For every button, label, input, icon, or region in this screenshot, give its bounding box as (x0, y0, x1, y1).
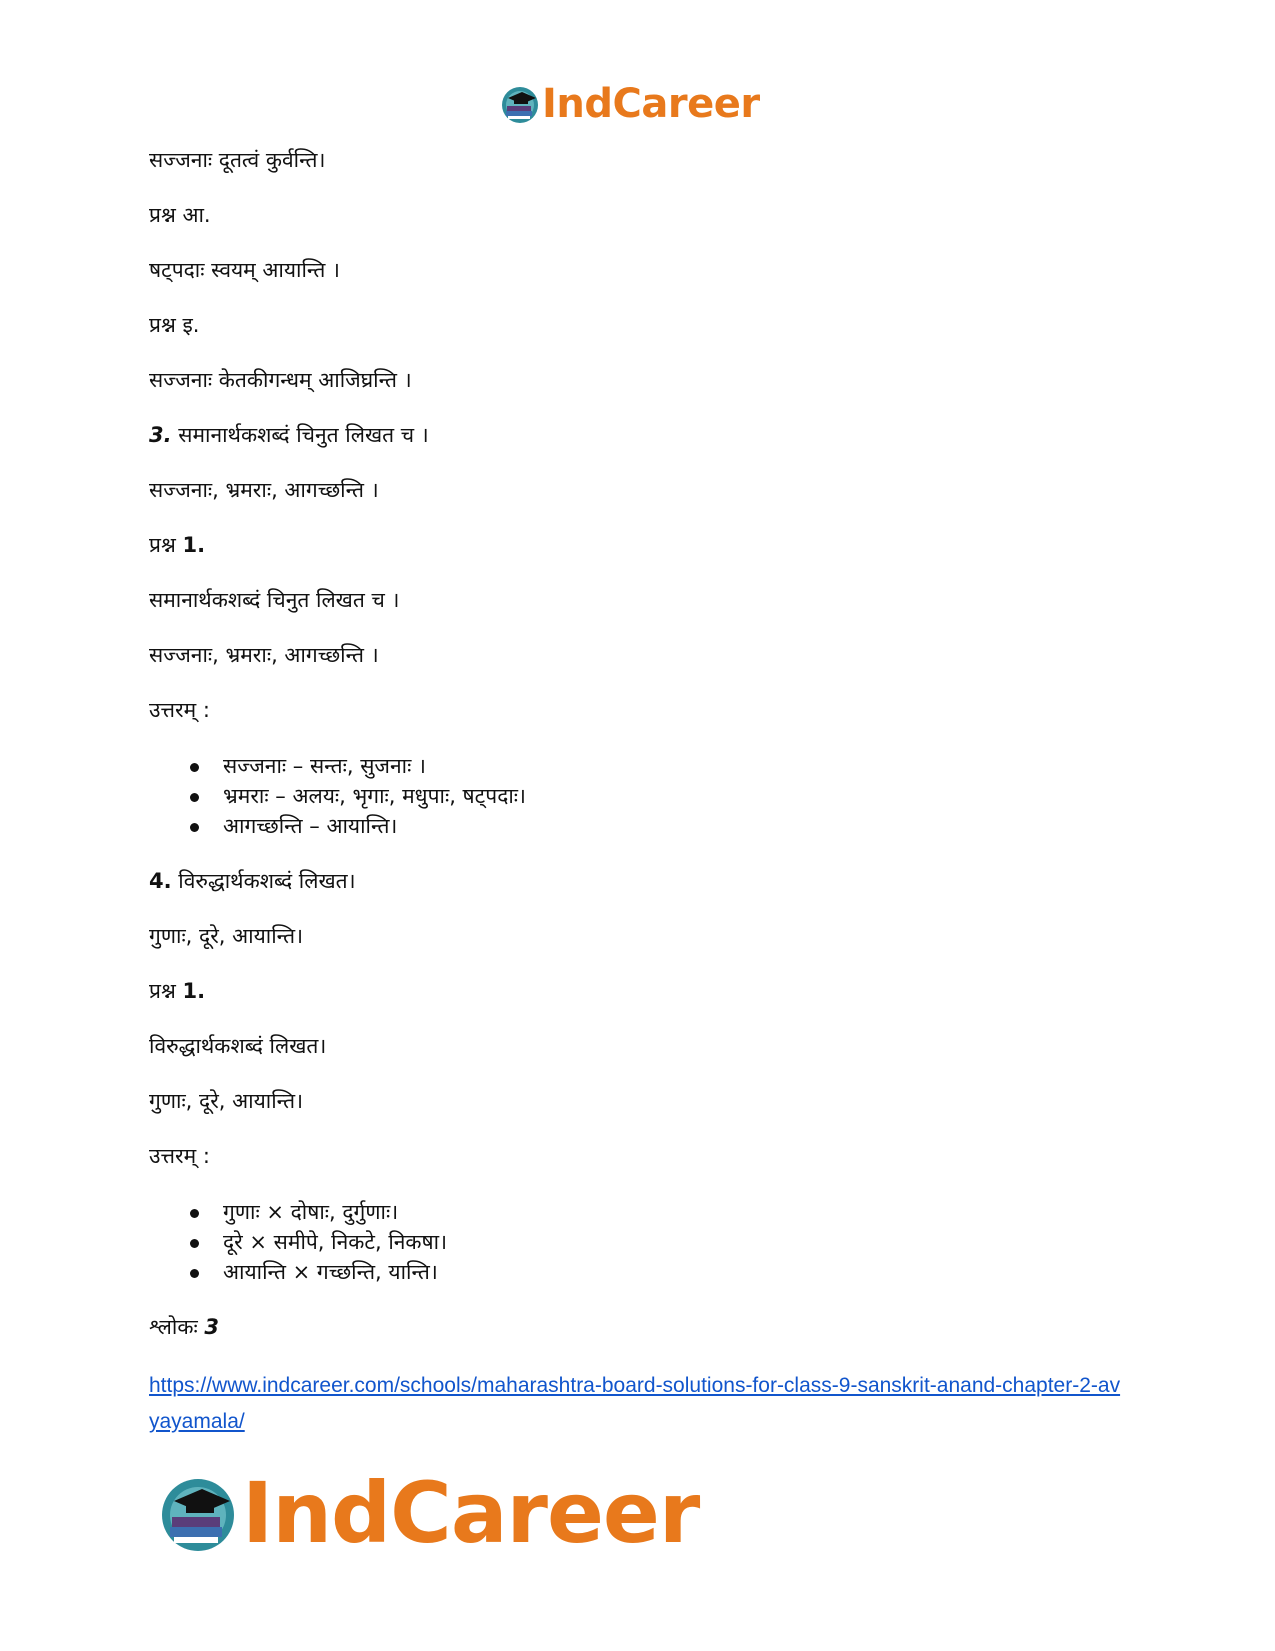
section-number: 3. (149, 423, 172, 447)
list-item: आगच्छन्ति – आयान्ति। (149, 811, 1129, 841)
question-label: प्रश्न 1. (149, 533, 206, 557)
question-number: 1. (182, 979, 206, 1003)
section-title: विरुद्धार्थकशब्दं लिखत। (171, 869, 356, 893)
footer-logo (158, 1464, 700, 1562)
answer-label: उत्तरम् : (149, 1144, 210, 1168)
shloka-label: श्लोकः 3 (149, 1315, 219, 1339)
question-number: 1. (182, 533, 206, 557)
chapter-link[interactable]: https://www.indcareer.com/schools/maharashtra-board-solutions-for-class-9-sanskrit-anand-chapter-2-avyayamala/ (149, 1374, 1121, 1433)
shloka-number: 3 (204, 1315, 219, 1339)
question-label: प्रश्न आ. (149, 203, 211, 227)
list-item: सज्जनाः – सन्तः, सुजनाः । (149, 751, 1129, 781)
answer-list (149, 751, 1129, 841)
text-line: सज्जनाः, भ्रमराः, आगच्छन्ति । (149, 478, 379, 502)
text-line: सज्जनाः केतकीगन्धम् आजिघ्रन्ति । (149, 368, 412, 392)
graduation-cap-books-globe-icon (158, 1473, 238, 1553)
section-number: 4. (149, 869, 172, 893)
list-item: आयान्ति × गच्छन्ति, यान्ति। (149, 1257, 1129, 1287)
answer-list (149, 1197, 1129, 1287)
list-item: दूरे × समीपे, निकटे, निकषा। (149, 1227, 1129, 1257)
text-line: गुणाः, दूरे, आयान्ति। (149, 924, 304, 948)
logo-text: IndCareer (542, 81, 760, 127)
text-line: विरुद्धार्थकशब्दं लिखत। (149, 1034, 327, 1058)
answer-label: उत्तरम् : (149, 698, 210, 722)
question-label: प्रश्न इ. (149, 313, 200, 337)
list-item: भ्रमराः – अलयः, भृगाः, मधुपाः, षट्पदाः। (149, 781, 1129, 811)
text-line: षट्पदाः स्वयम् आयान्ति । (149, 258, 341, 282)
list-item: गुणाः × दोषाः, दुर्गुणाः। (149, 1197, 1129, 1227)
text-line: सज्जनाः, भ्रमराः, आगच्छन्ति । (149, 643, 379, 667)
document-body (149, 146, 1129, 1440)
question-label: प्रश्न 1. (149, 979, 206, 1003)
logo-text: IndCareer (242, 1464, 700, 1562)
graduation-cap-books-globe-icon (500, 84, 540, 124)
text-line: सज्जनाः दूतत्वं कुर्वन्ति। (149, 148, 326, 172)
section-heading-4 (149, 867, 1129, 895)
text-line: गुणाः, दूरे, आयान्ति। (149, 1089, 304, 1113)
text-line: समानार्थकशब्दं चिनुत लिखत च । (149, 588, 400, 612)
section-heading-3 (149, 421, 1129, 449)
header-logo (500, 80, 760, 128)
section-title: समानार्थकशब्दं चिनुत लिखत च । (171, 423, 429, 447)
